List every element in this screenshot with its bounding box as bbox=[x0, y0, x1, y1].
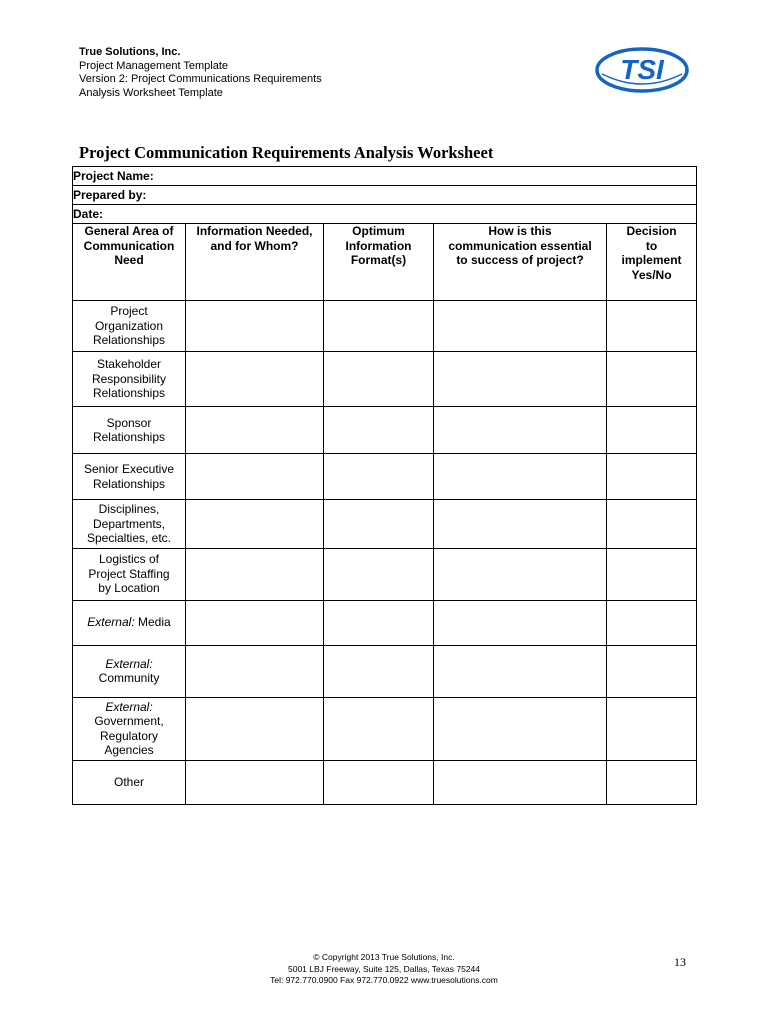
entry-cell[interactable] bbox=[186, 407, 324, 454]
area-cell bbox=[73, 760, 186, 804]
entry-cell[interactable] bbox=[434, 301, 607, 352]
document-footer bbox=[0, 952, 768, 987]
column-header: Information Needed, and for Whom? bbox=[186, 224, 324, 301]
entry-cell[interactable] bbox=[324, 760, 434, 804]
entry-cell[interactable] bbox=[607, 548, 697, 600]
area-label: Other bbox=[113, 774, 144, 789]
area-cell bbox=[73, 645, 186, 697]
entry-cell[interactable] bbox=[324, 407, 434, 454]
entry-cell[interactable] bbox=[324, 500, 434, 549]
entry-cell[interactable] bbox=[607, 301, 697, 352]
entry-cell[interactable] bbox=[186, 301, 324, 352]
entry-cell[interactable] bbox=[607, 600, 697, 645]
area-cell bbox=[73, 301, 186, 352]
entry-cell[interactable] bbox=[607, 407, 697, 454]
entry-cell[interactable] bbox=[186, 697, 324, 760]
column-header: Decision to implement Yes/No bbox=[607, 224, 697, 301]
entry-cell[interactable] bbox=[324, 600, 434, 645]
column-header: How is this communication essential to success of project? bbox=[434, 224, 607, 301]
copyright: © Copyright 2013 True Solutions, Inc. bbox=[313, 952, 455, 962]
worksheet-row bbox=[73, 697, 697, 760]
entry-cell[interactable] bbox=[186, 760, 324, 804]
entry-cell[interactable] bbox=[186, 645, 324, 697]
area-cell bbox=[73, 697, 186, 760]
contact-info: Tel: 972.770.0900 Fax 972.770.0922 www.truesolutions.com bbox=[270, 975, 498, 985]
worksheet-row bbox=[73, 548, 697, 600]
entry-cell[interactable] bbox=[607, 697, 697, 760]
project-name-field[interactable]: Project Name: bbox=[73, 167, 697, 186]
area-label: Community bbox=[98, 671, 160, 685]
tsi-logo bbox=[594, 44, 690, 96]
entry-cell[interactable] bbox=[186, 548, 324, 600]
entry-cell[interactable] bbox=[324, 454, 434, 500]
entry-cell[interactable] bbox=[434, 407, 607, 454]
entry-cell[interactable] bbox=[324, 301, 434, 352]
template-version: Version 2: Project Communications Requirements bbox=[79, 73, 322, 85]
entry-cell[interactable] bbox=[607, 454, 697, 500]
entry-cell[interactable] bbox=[434, 352, 607, 407]
area-cell bbox=[73, 548, 186, 600]
entry-cell[interactable] bbox=[434, 760, 607, 804]
area-label: Senior Executive Relationships bbox=[83, 462, 175, 491]
column-header-row bbox=[73, 224, 697, 301]
entry-cell[interactable] bbox=[607, 645, 697, 697]
date-field[interactable]: Date: bbox=[73, 205, 697, 224]
entry-cell[interactable] bbox=[186, 600, 324, 645]
worksheet-row bbox=[73, 352, 697, 407]
worksheet-row bbox=[73, 760, 697, 804]
area-label: Sponsor Relationships bbox=[92, 415, 166, 444]
worksheet-title: Project Communication Requirements Analysis Worksheet bbox=[79, 143, 494, 162]
entry-cell[interactable] bbox=[607, 760, 697, 804]
area-label: Media bbox=[134, 615, 171, 630]
area-cell bbox=[73, 600, 186, 645]
area-prefix: External: bbox=[105, 656, 153, 671]
worksheet-row bbox=[73, 301, 697, 352]
document-header bbox=[79, 46, 322, 100]
entry-cell[interactable] bbox=[434, 548, 607, 600]
address: 5001 LBJ Freeway, Suite 125, Dallas, Texas 75244 bbox=[288, 963, 480, 974]
entry-cell[interactable] bbox=[186, 454, 324, 500]
entry-cell[interactable] bbox=[324, 645, 434, 697]
entry-cell[interactable] bbox=[186, 500, 324, 549]
prepared-by-field[interactable]: Prepared by: bbox=[73, 186, 697, 205]
entry-cell[interactable] bbox=[607, 500, 697, 549]
column-header: Optimum Information Format(s) bbox=[324, 224, 434, 301]
area-label: Disciplines, Departments, Specialties, etc. bbox=[86, 502, 172, 545]
entry-cell[interactable] bbox=[434, 697, 607, 760]
entry-cell[interactable] bbox=[434, 500, 607, 549]
area-label: Government, Regulatory Agencies bbox=[94, 714, 164, 757]
template-subtitle: Analysis Worksheet Template bbox=[79, 86, 223, 99]
entry-cell[interactable] bbox=[324, 697, 434, 760]
area-label: Stakeholder Responsibility Relationships bbox=[91, 357, 167, 401]
area-cell bbox=[73, 500, 186, 549]
area-cell bbox=[73, 407, 186, 454]
area-prefix: External: bbox=[105, 699, 153, 714]
company-name: True Solutions, Inc. bbox=[79, 46, 181, 58]
entry-cell[interactable] bbox=[324, 352, 434, 407]
svg-text:TSI: TSI bbox=[620, 54, 664, 85]
area-label: Project Organization Relationships bbox=[92, 304, 166, 348]
entry-cell[interactable] bbox=[607, 352, 697, 407]
worksheet-row bbox=[73, 500, 697, 549]
entry-cell[interactable] bbox=[434, 600, 607, 645]
worksheet-table bbox=[72, 166, 697, 805]
worksheet-row bbox=[73, 600, 697, 645]
entry-cell[interactable] bbox=[324, 548, 434, 600]
entry-cell[interactable] bbox=[434, 454, 607, 500]
worksheet-row bbox=[73, 645, 697, 697]
area-prefix: External: bbox=[87, 615, 135, 630]
area-label: Logistics of Project Staffing by Location bbox=[88, 552, 170, 596]
template-name: Project Management Template bbox=[79, 59, 228, 72]
worksheet-row bbox=[73, 454, 697, 500]
area-cell bbox=[73, 454, 186, 500]
page-number: 13 bbox=[674, 955, 686, 969]
column-header: General Area of Communication Need bbox=[73, 224, 186, 301]
worksheet-row bbox=[73, 407, 697, 454]
area-cell bbox=[73, 352, 186, 407]
entry-cell[interactable] bbox=[434, 645, 607, 697]
entry-cell[interactable] bbox=[186, 352, 324, 407]
